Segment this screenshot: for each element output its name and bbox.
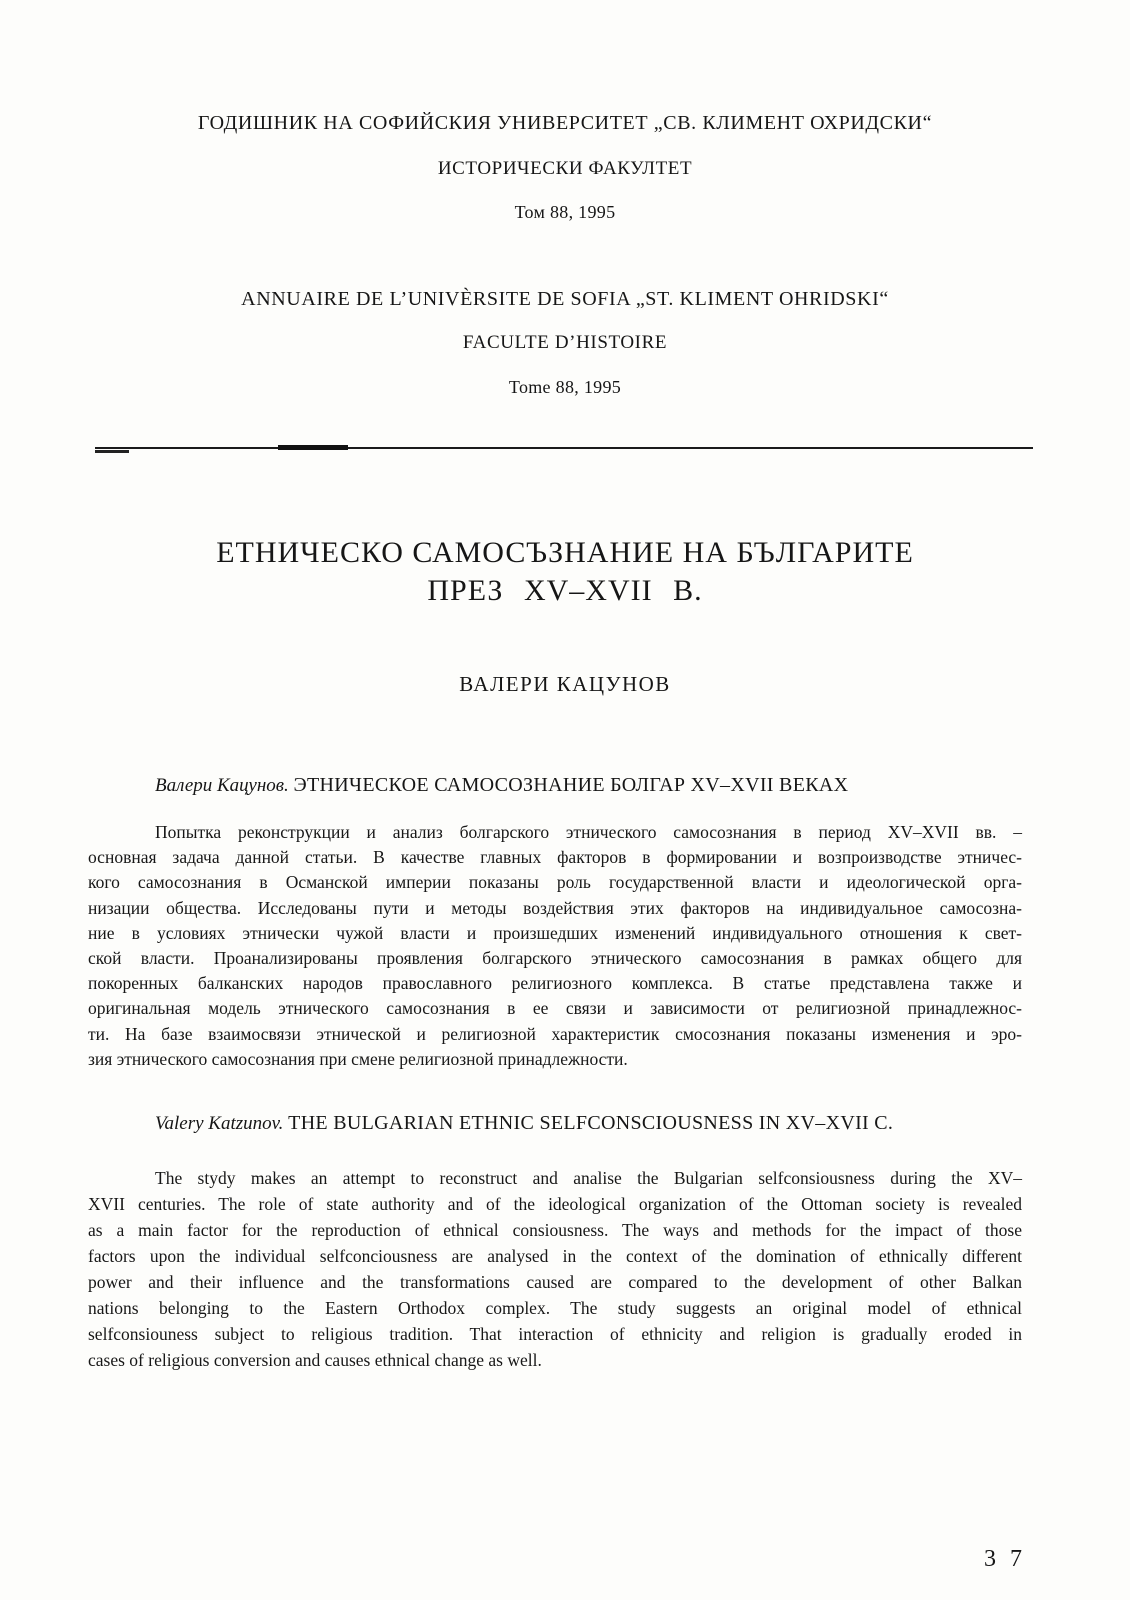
russian-abstract-text-line: Попытка реконструкции и анализ болгарского этнического самосознания в период XV–XVII вв. –	[155, 822, 1022, 842]
article-author: ВАЛЕРИ КАЦУНОВ	[459, 672, 671, 696]
russian-abstract-text-line: основная задача данной статьи. В качестве главных факторов в формировании и возпроизводстве этничес-	[88, 847, 1022, 868]
russian-abstract-title: ЭТНИЧЕСКОЕ САМОСОЗНАНИЕ БОЛГАР XV–XVII ВЕКАХ	[293, 774, 849, 796]
russian-abstract-text-line: зия этнического самосознания при смене религиозной принадлежности.	[88, 1048, 628, 1069]
horizontal-rule	[95, 447, 1033, 449]
english-abstract-text-line: selfconsiouness subject to religious tradition. That interaction of ethnicity and religion is gradually eroded in	[88, 1324, 1022, 1344]
masthead-french-faculty: FACULTE D’HISTOIRE	[462, 332, 668, 353]
english-abstract-text-line: XVII centuries. The role of state authority and of the ideological organization of the Ottoman society is revealed	[88, 1194, 1022, 1214]
english-abstract-text-line: nations belonging to the Eastern Orthodox complex. The study suggests an original model of ethnical	[88, 1298, 1022, 1318]
russian-abstract-text-line: кого самосознания в Османской империи показаны роль государственной власти и идеологической орга-	[88, 872, 1022, 893]
english-abstract-text-line: as a main factor for the reproduction of ethnical consiousness. The ways and methods for the impact of those	[88, 1220, 1022, 1240]
english-abstract-text-line: factors upon the individual selfconciousness are analysed in the context of the domination of ethnically different	[88, 1246, 1022, 1266]
russian-abstract-text-line: низации общества. Исследованы пути и методы воздействия этих факторов на индивидуальное самосозна-	[88, 897, 1022, 918]
english-abstract-author: Valery Katzunov.	[155, 1113, 284, 1134]
english-abstract-text-line: cases of religious conversion and causes ethnical change as well.	[88, 1350, 542, 1370]
horizontal-rule-left-tick	[95, 450, 129, 453]
english-abstract-text-line: power and their influence and the transformations caused are compared to the development of other Balkan	[88, 1272, 1022, 1292]
russian-abstract-text-line: ти. На базе взаимосвязи этнической и религиозной характеристик смосознания показаны изменения и эро-	[88, 1023, 1022, 1044]
article-title-line1: ЕТНИЧЕСКО САМОСЪЗНАНИЕ НА БЪЛГАРИТЕ	[216, 536, 914, 569]
masthead-french-annual-title: ANNUAIRE DE L’UNIVÈRSITE DE SOFIA „ST. KLIMENT OHRIDSKI“	[241, 288, 889, 310]
masthead-bulgarian-faculty: ИСТОРИЧЕСКИ ФАКУЛТЕТ	[437, 158, 693, 179]
article-title	[0, 534, 1130, 610]
masthead-french-volume: Tome 88, 1995	[508, 377, 622, 397]
english-abstract-heading	[88, 1112, 1028, 1135]
russian-abstract-text-line: покоренных балканских народов православного религиозного комплекса. В статье представлена также и	[88, 973, 1022, 994]
horizontal-rule-thick-segment	[278, 445, 348, 450]
english-abstract-text-line: The stydy makes an attempt to reconstruct and analise the Bulgarian selfconsiousness during the XV–	[155, 1168, 1022, 1188]
russian-abstract-text-line: ской власти. Проанализированы проявления болгарского этнического самосознания в рамках общего для	[88, 948, 1022, 969]
russian-abstract-author: Валери Кацунов.	[155, 775, 289, 796]
russian-abstract-text-line: ние в условиях этнически чужой власти и произшедших изменений индивидуального отношения к свет-	[88, 922, 1022, 943]
russian-abstract-text-line: оригинальная модель этнического самосознания в ее связи и зависимости от религиозной принадлежнос-	[88, 998, 1022, 1019]
masthead-bulgarian-annual-title: ГОДИШНИК НА СОФИЙСКИЯ УНИВЕРСИТЕТ „СВ. КЛИМЕНТ ОХРИДСКИ“	[197, 112, 933, 134]
russian-abstract-paragraph	[88, 820, 1022, 1072]
page-number: 3 7	[984, 1546, 1026, 1572]
article-title-line2: ПРЕЗ XV–XVII В.	[427, 574, 703, 607]
masthead-bulgarian-volume: Том 88, 1995	[514, 202, 616, 222]
english-abstract-title: THE BULGARIAN ETHNIC SELFCONSCIOUSNESS IN XV–XVII C.	[288, 1112, 894, 1134]
english-abstract-paragraph	[88, 1165, 1022, 1373]
russian-abstract-heading	[88, 774, 1028, 797]
